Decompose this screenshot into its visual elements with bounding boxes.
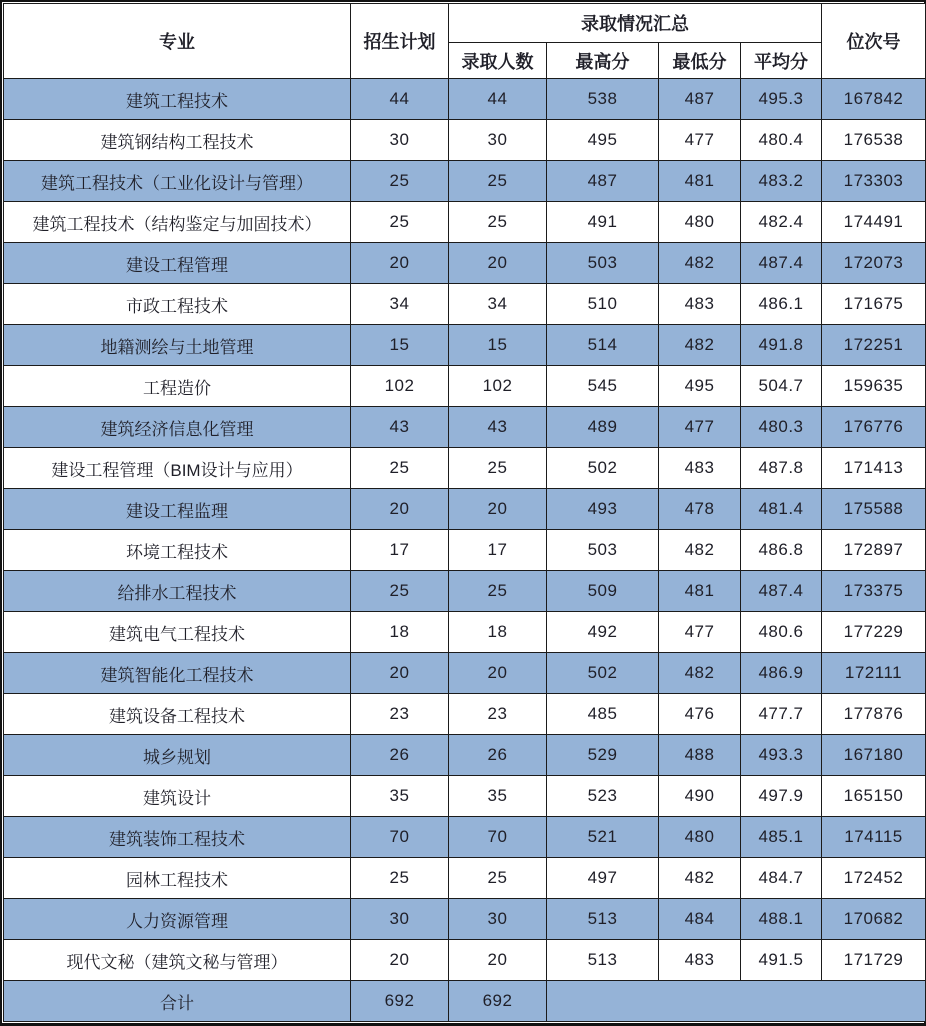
table-footer [4, 981, 926, 1022]
max-score-cell: 493 [547, 489, 659, 530]
avg-score-cell: 485.1 [741, 817, 822, 858]
table-row [4, 161, 926, 202]
avg-score-cell: 487.4 [741, 243, 822, 284]
max-score-cell: 492 [547, 612, 659, 653]
avg-score-cell: 504.7 [741, 366, 822, 407]
plan-cell: 70 [351, 817, 449, 858]
column-header-min-score: 最低分 [659, 43, 741, 79]
admitted-cell: 18 [449, 612, 547, 653]
major-cell: 给排水工程技术 [4, 571, 351, 612]
avg-score-cell: 482.4 [741, 202, 822, 243]
major-cell: 建设工程管理 [4, 243, 351, 284]
total-empty-cell [547, 981, 926, 1022]
max-score-cell: 509 [547, 571, 659, 612]
avg-score-cell: 484.7 [741, 858, 822, 899]
table-row [4, 448, 926, 489]
rank-cell: 170682 [822, 899, 926, 940]
min-score-cell: 477 [659, 120, 741, 161]
avg-score-cell: 477.7 [741, 694, 822, 735]
admitted-cell: 25 [449, 161, 547, 202]
column-header-avg-score: 平均分 [741, 43, 822, 79]
max-score-cell: 502 [547, 653, 659, 694]
rank-cell: 175588 [822, 489, 926, 530]
max-score-cell: 503 [547, 243, 659, 284]
major-cell: 环境工程技术 [4, 530, 351, 571]
major-cell: 园林工程技术 [4, 858, 351, 899]
admitted-cell: 20 [449, 489, 547, 530]
max-score-cell: 510 [547, 284, 659, 325]
rank-cell: 171729 [822, 940, 926, 981]
min-score-cell: 482 [659, 243, 741, 284]
table-row [4, 899, 926, 940]
rank-cell: 177229 [822, 612, 926, 653]
major-cell: 建筑经济信息化管理 [4, 407, 351, 448]
admitted-cell: 35 [449, 776, 547, 817]
table-row [4, 489, 926, 530]
admitted-cell: 26 [449, 735, 547, 776]
table-row [4, 571, 926, 612]
avg-score-cell: 480.6 [741, 612, 822, 653]
avg-score-cell: 486.9 [741, 653, 822, 694]
rank-cell: 172897 [822, 530, 926, 571]
rank-cell: 165150 [822, 776, 926, 817]
max-score-cell: 521 [547, 817, 659, 858]
plan-cell: 25 [351, 858, 449, 899]
admitted-cell: 17 [449, 530, 547, 571]
major-cell: 建筑设计 [4, 776, 351, 817]
min-score-cell: 483 [659, 284, 741, 325]
max-score-cell: 545 [547, 366, 659, 407]
admitted-cell: 44 [449, 79, 547, 120]
admitted-cell: 23 [449, 694, 547, 735]
table-row [4, 530, 926, 571]
rank-cell: 172452 [822, 858, 926, 899]
table-row [4, 202, 926, 243]
max-score-cell: 529 [547, 735, 659, 776]
admitted-cell: 70 [449, 817, 547, 858]
plan-cell: 20 [351, 243, 449, 284]
rank-cell: 173303 [822, 161, 926, 202]
admitted-cell: 20 [449, 243, 547, 284]
plan-cell: 25 [351, 161, 449, 202]
min-score-cell: 495 [659, 366, 741, 407]
rank-cell: 172251 [822, 325, 926, 366]
major-cell: 建筑装饰工程技术 [4, 817, 351, 858]
admitted-cell: 20 [449, 940, 547, 981]
plan-cell: 30 [351, 899, 449, 940]
avg-score-cell: 491.5 [741, 940, 822, 981]
min-score-cell: 488 [659, 735, 741, 776]
avg-score-cell: 486.1 [741, 284, 822, 325]
min-score-cell: 477 [659, 407, 741, 448]
table-row [4, 120, 926, 161]
table-row [4, 858, 926, 899]
admitted-cell: 43 [449, 407, 547, 448]
plan-cell: 20 [351, 653, 449, 694]
major-cell: 建设工程管理（BIM设计与应用） [4, 448, 351, 489]
rank-cell: 171413 [822, 448, 926, 489]
admitted-cell: 15 [449, 325, 547, 366]
major-cell: 城乡规划 [4, 735, 351, 776]
rank-cell: 177876 [822, 694, 926, 735]
major-cell: 现代文秘（建筑文秘与管理） [4, 940, 351, 981]
max-score-cell: 485 [547, 694, 659, 735]
max-score-cell: 514 [547, 325, 659, 366]
column-header-rank: 位次号 [822, 4, 926, 79]
max-score-cell: 491 [547, 202, 659, 243]
avg-score-cell: 491.8 [741, 325, 822, 366]
admitted-cell: 25 [449, 202, 547, 243]
admitted-cell: 30 [449, 899, 547, 940]
plan-cell: 30 [351, 120, 449, 161]
major-cell: 建筑智能化工程技术 [4, 653, 351, 694]
table-body [4, 79, 926, 981]
plan-cell: 34 [351, 284, 449, 325]
table-row [4, 817, 926, 858]
admitted-cell: 20 [449, 653, 547, 694]
plan-cell: 102 [351, 366, 449, 407]
admission-results-table [3, 3, 926, 1022]
table-row [4, 653, 926, 694]
avg-score-cell: 483.2 [741, 161, 822, 202]
avg-score-cell: 486.8 [741, 530, 822, 571]
min-score-cell: 482 [659, 858, 741, 899]
min-score-cell: 490 [659, 776, 741, 817]
table-header [4, 4, 926, 79]
rank-cell: 167842 [822, 79, 926, 120]
plan-cell: 44 [351, 79, 449, 120]
major-cell: 建筑工程技术 [4, 79, 351, 120]
plan-cell: 20 [351, 489, 449, 530]
rank-cell: 171675 [822, 284, 926, 325]
column-header-summary: 录取情况汇总 [449, 4, 822, 43]
column-header-plan: 招生计划 [351, 4, 449, 79]
admitted-cell: 25 [449, 448, 547, 489]
table-row [4, 407, 926, 448]
major-cell: 建筑电气工程技术 [4, 612, 351, 653]
max-score-cell: 487 [547, 161, 659, 202]
admitted-cell: 30 [449, 120, 547, 161]
min-score-cell: 481 [659, 571, 741, 612]
table-row [4, 776, 926, 817]
avg-score-cell: 481.4 [741, 489, 822, 530]
plan-cell: 26 [351, 735, 449, 776]
min-score-cell: 487 [659, 79, 741, 120]
min-score-cell: 480 [659, 202, 741, 243]
min-score-cell: 482 [659, 653, 741, 694]
major-cell: 建筑钢结构工程技术 [4, 120, 351, 161]
rank-cell: 174491 [822, 202, 926, 243]
table-row [4, 366, 926, 407]
plan-cell: 23 [351, 694, 449, 735]
admitted-cell: 25 [449, 571, 547, 612]
admitted-cell: 25 [449, 858, 547, 899]
table-row [4, 612, 926, 653]
max-score-cell: 503 [547, 530, 659, 571]
total-row [4, 981, 926, 1022]
plan-cell: 18 [351, 612, 449, 653]
total-admitted-cell: 692 [449, 981, 547, 1022]
avg-score-cell: 487.4 [741, 571, 822, 612]
major-cell: 建筑设备工程技术 [4, 694, 351, 735]
rank-cell: 159635 [822, 366, 926, 407]
min-score-cell: 484 [659, 899, 741, 940]
avg-score-cell: 480.4 [741, 120, 822, 161]
min-score-cell: 476 [659, 694, 741, 735]
max-score-cell: 513 [547, 899, 659, 940]
rank-cell: 174115 [822, 817, 926, 858]
plan-cell: 25 [351, 571, 449, 612]
min-score-cell: 482 [659, 530, 741, 571]
min-score-cell: 477 [659, 612, 741, 653]
total-label-cell: 合计 [4, 981, 351, 1022]
avg-score-cell: 495.3 [741, 79, 822, 120]
major-cell: 建筑工程技术（结构鉴定与加固技术） [4, 202, 351, 243]
header-row-top [4, 4, 926, 43]
avg-score-cell: 493.3 [741, 735, 822, 776]
min-score-cell: 478 [659, 489, 741, 530]
major-cell: 建设工程监理 [4, 489, 351, 530]
major-cell: 人力资源管理 [4, 899, 351, 940]
max-score-cell: 513 [547, 940, 659, 981]
column-header-major: 专业 [4, 4, 351, 79]
plan-cell: 17 [351, 530, 449, 571]
plan-cell: 43 [351, 407, 449, 448]
rank-cell: 173375 [822, 571, 926, 612]
avg-score-cell: 497.9 [741, 776, 822, 817]
max-score-cell: 502 [547, 448, 659, 489]
column-header-max-score: 最高分 [547, 43, 659, 79]
min-score-cell: 483 [659, 940, 741, 981]
plan-cell: 20 [351, 940, 449, 981]
avg-score-cell: 488.1 [741, 899, 822, 940]
rank-cell: 176776 [822, 407, 926, 448]
max-score-cell: 523 [547, 776, 659, 817]
column-header-admitted: 录取人数 [449, 43, 547, 79]
admitted-cell: 34 [449, 284, 547, 325]
admitted-cell: 102 [449, 366, 547, 407]
plan-cell: 25 [351, 448, 449, 489]
max-score-cell: 497 [547, 858, 659, 899]
table-row [4, 940, 926, 981]
rank-cell: 167180 [822, 735, 926, 776]
table-row [4, 79, 926, 120]
plan-cell: 35 [351, 776, 449, 817]
rank-cell: 172073 [822, 243, 926, 284]
table-row [4, 735, 926, 776]
major-cell: 市政工程技术 [4, 284, 351, 325]
plan-cell: 25 [351, 202, 449, 243]
min-score-cell: 480 [659, 817, 741, 858]
rank-cell: 172111 [822, 653, 926, 694]
min-score-cell: 483 [659, 448, 741, 489]
plan-cell: 15 [351, 325, 449, 366]
min-score-cell: 482 [659, 325, 741, 366]
avg-score-cell: 487.8 [741, 448, 822, 489]
total-plan-cell: 692 [351, 981, 449, 1022]
min-score-cell: 481 [659, 161, 741, 202]
max-score-cell: 538 [547, 79, 659, 120]
table-row [4, 243, 926, 284]
rank-cell: 176538 [822, 120, 926, 161]
major-cell: 工程造价 [4, 366, 351, 407]
major-cell: 建筑工程技术（工业化设计与管理） [4, 161, 351, 202]
major-cell: 地籍测绘与土地管理 [4, 325, 351, 366]
table-row [4, 694, 926, 735]
max-score-cell: 489 [547, 407, 659, 448]
avg-score-cell: 480.3 [741, 407, 822, 448]
table-row [4, 284, 926, 325]
table-row [4, 325, 926, 366]
max-score-cell: 495 [547, 120, 659, 161]
